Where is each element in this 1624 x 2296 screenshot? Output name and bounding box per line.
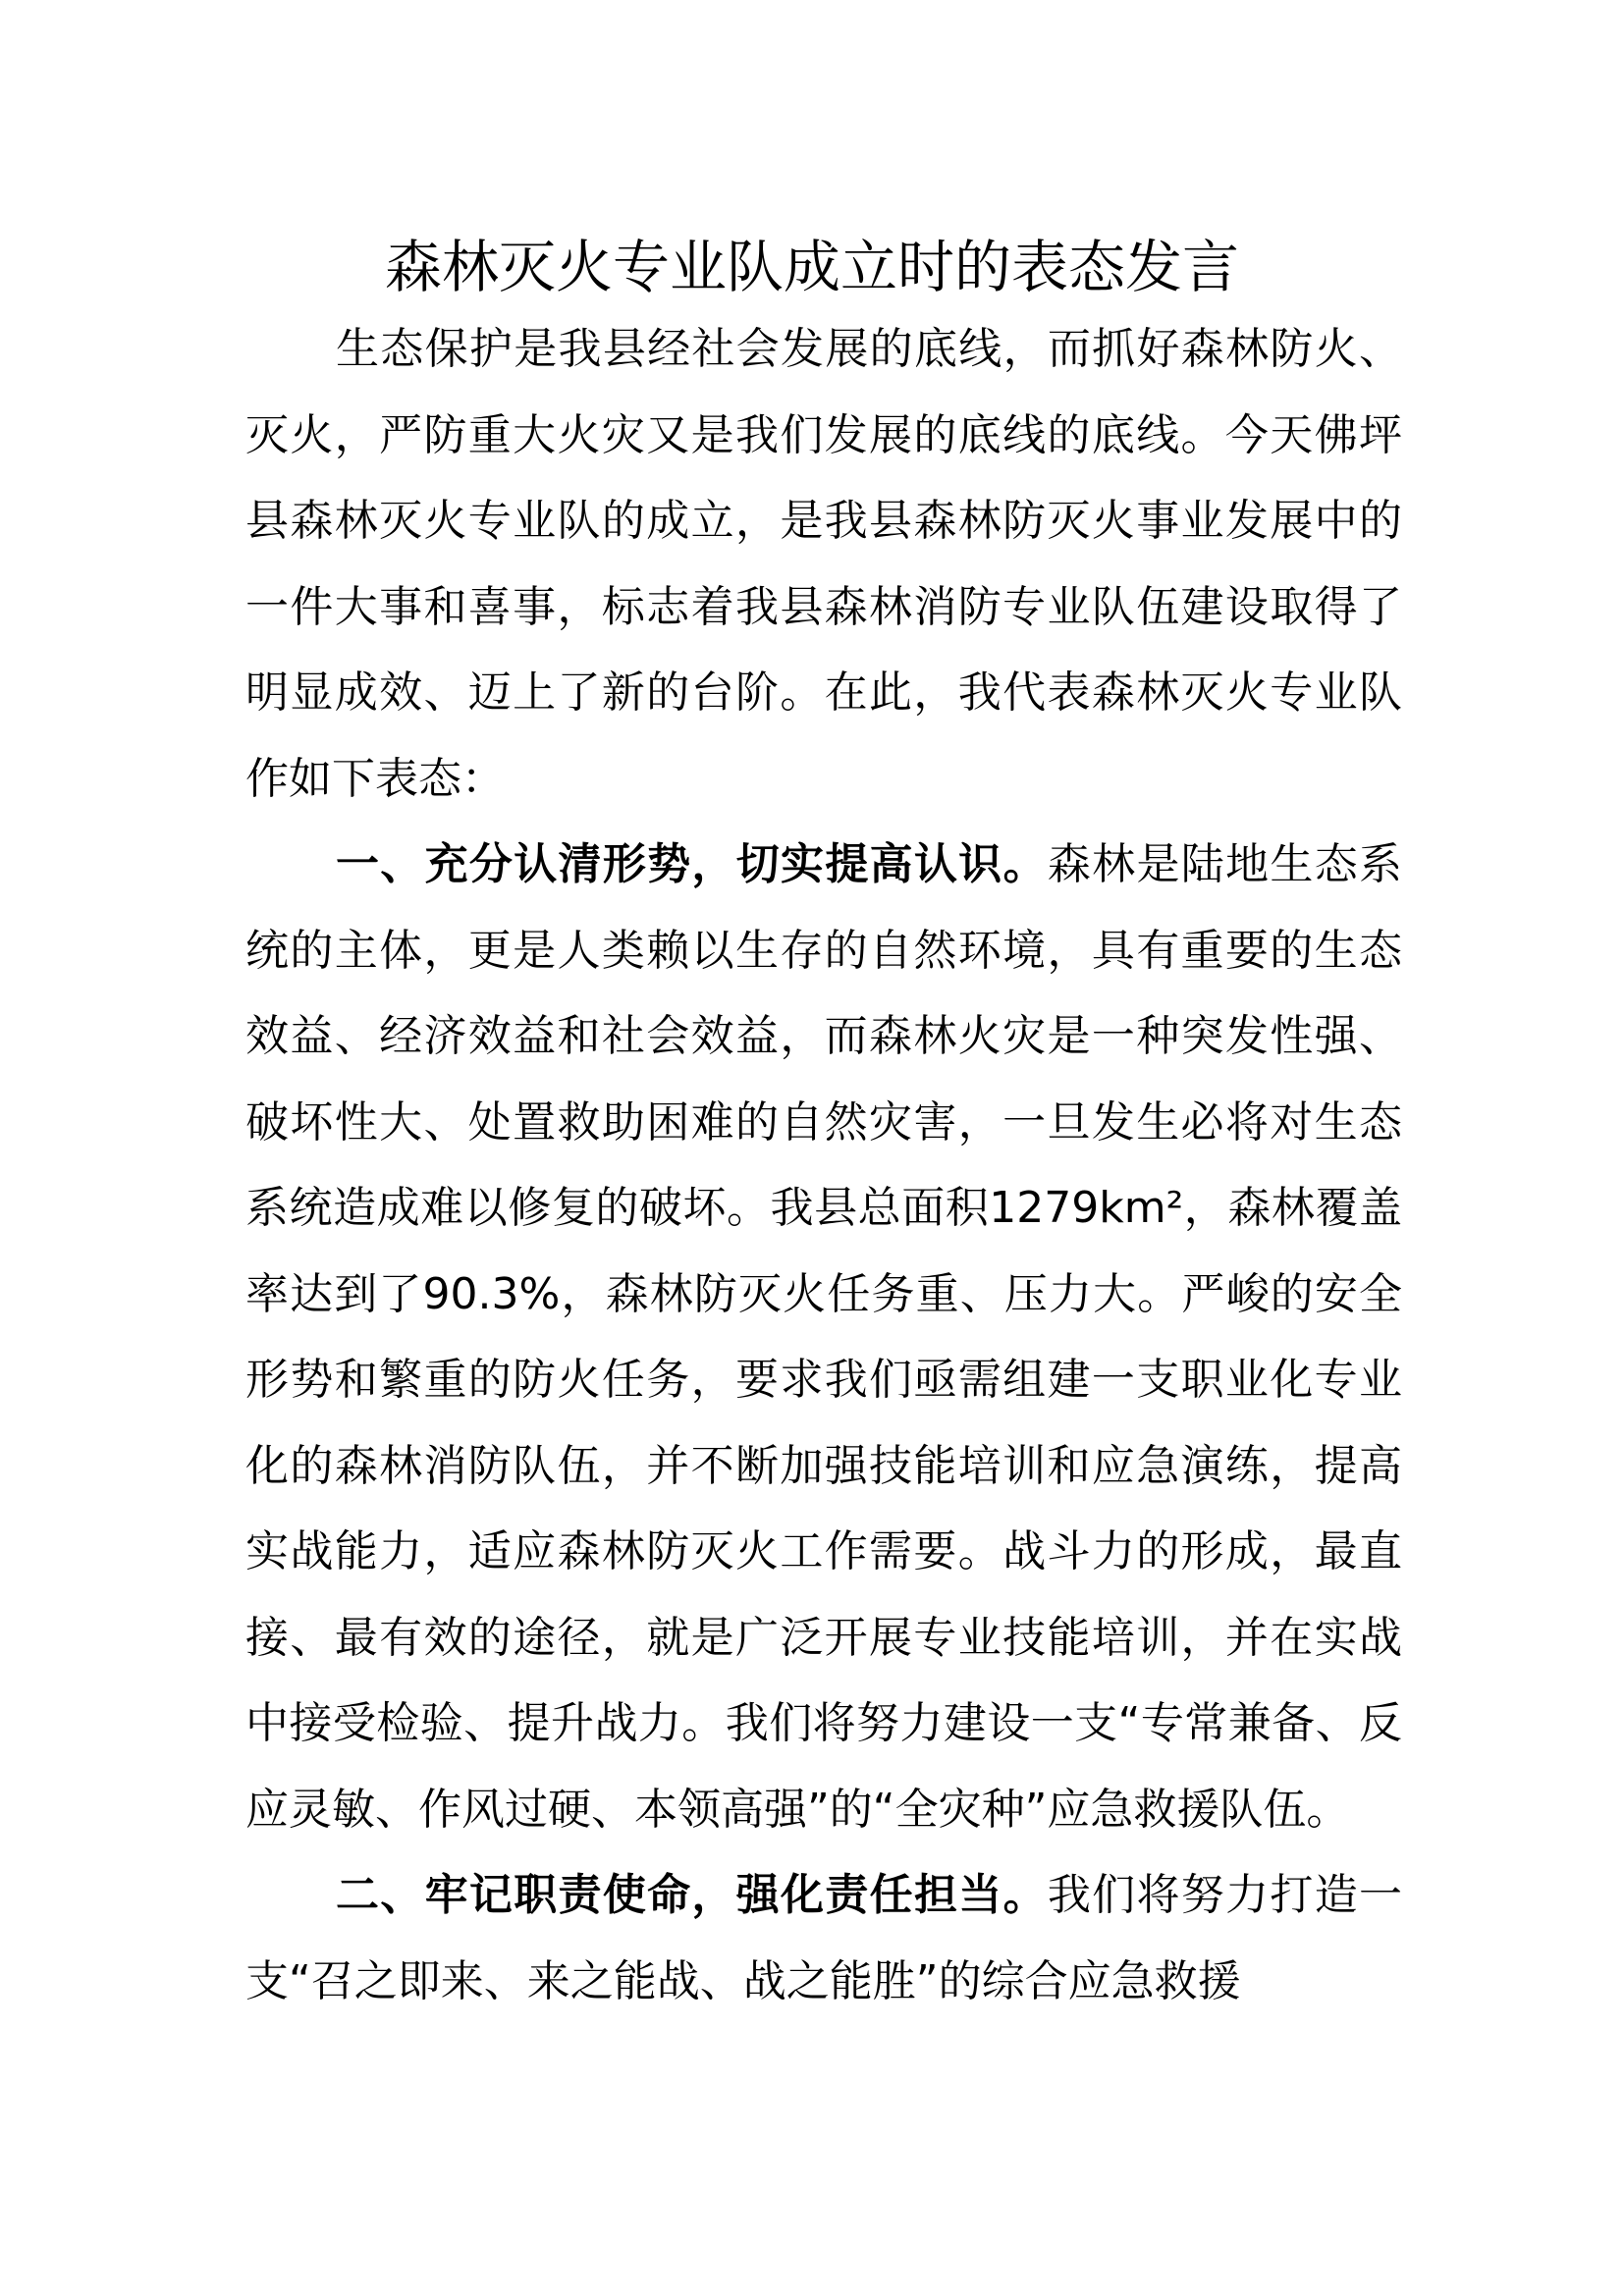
document-title: 森林灭火专业队成立时的表态发言 xyxy=(384,234,1239,300)
section-paragraph-1 xyxy=(245,822,1402,1852)
intro-paragraph: 生态保护是我县经社会发展的底线，而抓好森林防火、灭火，严防重大火灾又是我们发展的底线的底线。今天佛坪县森林灭火专业队的成立，是我县森林防灭火事业发展中的一件大事和喜事，标志着我县森林消防专业队伍建设取得了明显成效、迈上了新的台阶。在此，我代表森林灭火专业队作如下表态： xyxy=(245,324,1402,804)
section-paragraph-2 xyxy=(245,1852,1402,2024)
section-text-1: 森林是陆地生态系统的主体，更是人类赖以生存的自然环境，具有重要的生态效益、经济效益和社会效益，而森林火灾是一种突发性强、破坏性大、处置救助困难的自然灾害，一旦发生必将对生态系统造成难以修复的破坏。我县总面积1279km²，森林覆盖率达到了90.3%，森林防灭火任务重、压力大。严峻的安全形势和繁重的防火任务，要求我们亟需组建一支职业化专业化的森林消防队伍，并不断加强技能培训和应急演练，提高实战能力，适应森林防灭火工作需要。战斗力的形成，最直接、最有效的途径，就是广泛开展专业技能培训，并在实战中接受检验、提升战力。我们将努力建设一支“专常兼备、反应灵敏、作风过硬、本领高强”的“全灾种”应急救援队伍。 xyxy=(245,839,1403,1835)
section-text-2: 我们将努力打造一支“召之即来、来之能战、战之能胜”的综合应急救援 xyxy=(245,1870,1403,2006)
document-body xyxy=(245,306,1402,2024)
section-heading-2: 二、牢记职责使命，强化责任担当。 xyxy=(336,1870,1048,1920)
section-heading-1: 一、充分认清形势，切实提高认识。 xyxy=(336,839,1048,889)
